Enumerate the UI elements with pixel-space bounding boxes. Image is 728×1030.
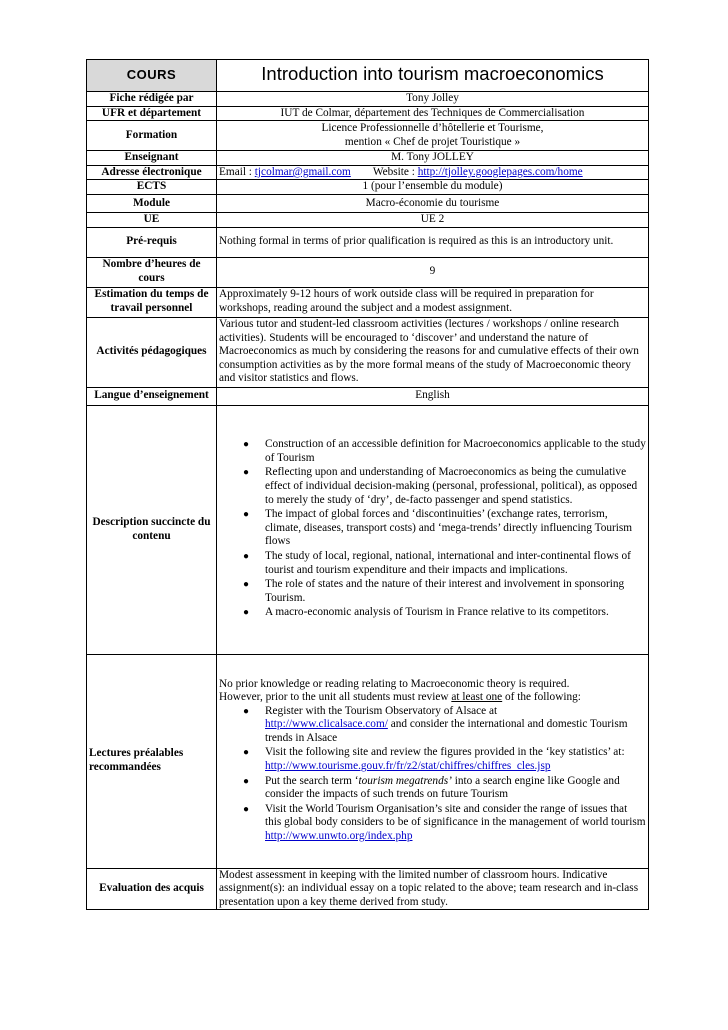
- item3-text: Put the search term ‘: [265, 774, 359, 787]
- list-item: ● The role of states and the nature of their interest and involvement in sponsoring Tourism.: [265, 578, 646, 605]
- item3-italic: tourism megatrends’: [358, 774, 452, 787]
- ects-label: ECTS: [87, 180, 217, 195]
- row-adresse: [87, 165, 649, 180]
- list-item: [265, 803, 646, 844]
- formation-label: Formation: [87, 121, 217, 151]
- row-fiche: [87, 92, 649, 107]
- row-enseignant: [87, 151, 649, 166]
- heures-value: 9: [217, 257, 649, 287]
- item3-text-end: into a search engine like Google and consider the impacts of such trends on future Tourism: [265, 774, 620, 801]
- enseignant-value: M. Tony JOLLEY: [217, 151, 649, 166]
- row-lectures: [87, 654, 649, 868]
- prereq-value: Nothing formal in terms of prior qualification is required as this is an introductory unit.: [217, 227, 649, 257]
- lectures-label: Lectures préalables recommandées: [87, 654, 217, 868]
- row-ufr: [87, 106, 649, 121]
- estimation-value: Approximately 9-12 hours of work outside class will be required in preparation for workshops, reading around the subject and a modest assignment.: [217, 287, 649, 317]
- intro2-text-end: of the following:: [502, 691, 581, 704]
- course-sheet-table: [86, 59, 649, 910]
- row-formation: [87, 121, 649, 151]
- header-row: [87, 60, 649, 92]
- ue-value: UE 2: [217, 212, 649, 227]
- row-prereq: [87, 227, 649, 257]
- row-ects: [87, 180, 649, 195]
- list-item: ● Construction of an accessible definition for Macroeconomics applicable to the study of Tourism: [265, 438, 646, 465]
- ects-value: 1 (pour l’ensemble du module): [217, 180, 649, 195]
- adresse-value: [217, 165, 649, 180]
- list-item: ● Reflecting upon and understanding of Macroeconomics as being the cumulative effect of individual decision-making (personal, professional, political), as opposed to merely the study of ‘dry’, de-facto passenger and spend statistics.: [265, 466, 646, 507]
- unwto-link[interactable]: http://www.unwto.org/index.php: [265, 830, 413, 843]
- list-item: ● The study of local, regional, national, international and inter-continental flows of tourist and tourism expenditure and their impacts and implications.: [265, 550, 646, 577]
- ufr-value: IUT de Colmar, département des Techniques de Commercialisation: [217, 106, 649, 121]
- heures-label: Nombre d’heures de cours: [87, 257, 217, 287]
- enseignant-label: Enseignant: [87, 151, 217, 166]
- item4-text: Visit the World Tourism Organisation’s site and consider the range of issues that this global body considers to be of significance in the management of world tourism: [265, 802, 646, 829]
- list-item: ● A macro-economic analysis of Tourism in France relative to its competitors.: [265, 606, 646, 620]
- title-cell: [217, 60, 649, 92]
- row-evaluation: [87, 868, 649, 910]
- website-link[interactable]: http://tjolley.googlepages.com/home: [417, 165, 583, 178]
- clicalsace-link[interactable]: http://www.clicalsace.com/: [265, 718, 388, 731]
- list-item: [265, 746, 646, 773]
- description-list: [219, 438, 646, 620]
- fiche-value: Tony Jolley: [217, 92, 649, 107]
- row-heures: [87, 257, 649, 287]
- website-prefix: Website :: [372, 165, 418, 178]
- list-item: ● The impact of global forces and ‘discontinuities’ (exchange rates, terrorism, climate, diseases, transport costs) and ‘mega-trends’ directly influencing Tourism flows: [265, 508, 646, 549]
- lectures-intro-2: [219, 691, 646, 705]
- list-item: [265, 705, 646, 746]
- langue-label: Langue d’enseignement: [87, 387, 217, 405]
- item1-text: Register with the Tourism Observatory of Alsace at: [265, 704, 498, 717]
- description-value: [217, 405, 649, 654]
- estimation-label: Estimation du temps de travail personnel: [87, 287, 217, 317]
- row-langue: [87, 387, 649, 405]
- row-activites: [87, 317, 649, 387]
- fiche-label: Fiche rédigée par: [87, 92, 217, 107]
- formation-line-2: mention « Chef de projet Touristique »: [344, 135, 521, 148]
- item2-text: Visit the following site and review the figures provided in the ‘key statistics’ at:: [265, 746, 625, 759]
- prereq-label: Pré-requis: [87, 227, 217, 257]
- email-link[interactable]: tjcolmar@gmail.com: [254, 165, 351, 178]
- course-title: Introduction into tourism macroeconomics: [261, 62, 604, 84]
- adresse-label: Adresse électronique: [87, 165, 217, 180]
- intro2-text: However, prior to the unit all students must review: [219, 691, 452, 704]
- item1-text-end: and consider the international and domestic Tourism trends in Alsace: [265, 718, 628, 744]
- langue-value: English: [217, 387, 649, 405]
- activites-label: Activités pédagogiques: [87, 317, 217, 387]
- formation-value: [217, 121, 649, 151]
- module-value: Macro-économie du tourisme: [217, 194, 649, 212]
- module-label: Module: [87, 194, 217, 212]
- evaluation-label: Evaluation des acquis: [87, 868, 217, 910]
- row-estimation: [87, 287, 649, 317]
- intro2-underlined: at least one: [451, 691, 503, 704]
- list-item: [265, 775, 646, 802]
- activites-value: Various tutor and student-led classroom activities (lectures / workshops / online research activities). Students will be encouraged to ‘discover’ and understand the nature of Macroeconomics as much by considering the reasons for and cumulative effects of their own consumption activities as by the more formal means of the study of Macroeconomic theory and visitor statistics and flows.: [217, 317, 649, 387]
- lectures-intro-1: No prior knowledge or reading relating to Macroeconomic theory is required.: [219, 677, 570, 690]
- cours-label: COURS: [126, 66, 177, 82]
- cours-cell: [87, 60, 217, 92]
- row-module: [87, 194, 649, 212]
- row-description: [87, 405, 649, 654]
- ufr-label: UFR et département: [87, 106, 217, 121]
- description-label: Description succincte du contenu: [87, 405, 217, 654]
- row-ue: [87, 212, 649, 227]
- formation-line-1: Licence Professionnelle d’hôtellerie et Tourisme,: [321, 122, 544, 135]
- lectures-list: [219, 705, 646, 844]
- evaluation-value: Modest assessment in keeping with the limited number of classroom hours. Indicative assignment(s): an individual essay on a topic related to the above; team research and in-class presentation upon a key theme derived from study.: [217, 868, 649, 910]
- email-prefix: Email :: [219, 165, 255, 178]
- lectures-value: [217, 654, 649, 868]
- tourisme-gouv-link[interactable]: http://www.tourisme.gouv.fr/fr/z2/stat/chiffres/chiffres_cles.jsp: [265, 760, 551, 773]
- ue-label: UE: [87, 212, 217, 227]
